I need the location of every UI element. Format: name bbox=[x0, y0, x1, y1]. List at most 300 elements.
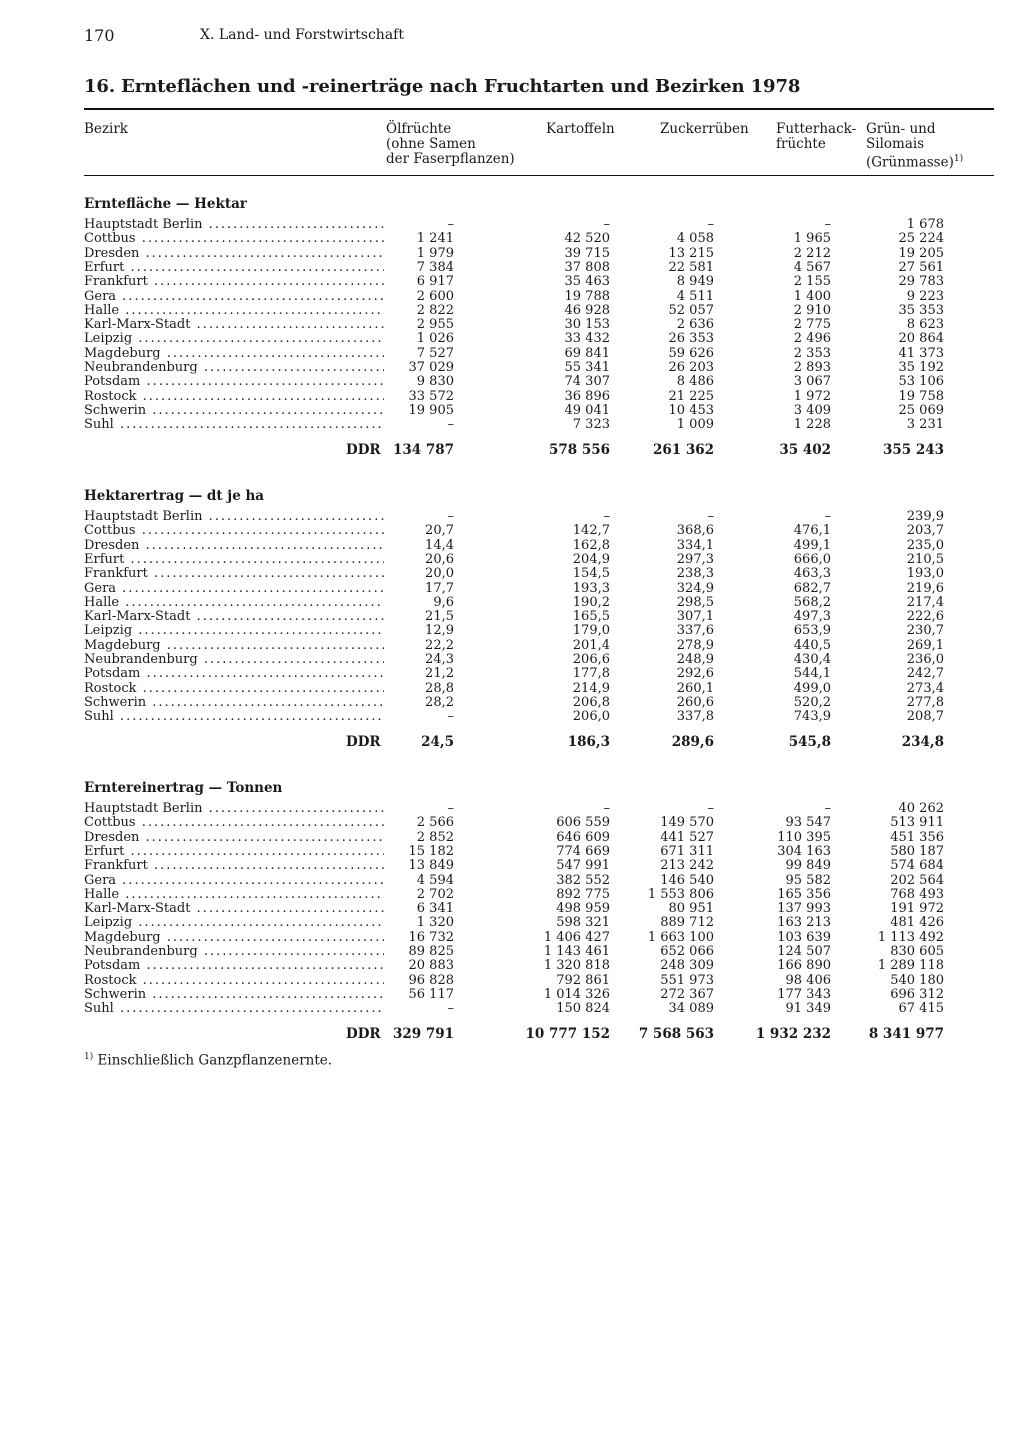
cell-value: 544,1 bbox=[793, 666, 831, 682]
cell-value: 20,6 bbox=[425, 551, 454, 567]
cell-value: 89 825 bbox=[408, 944, 454, 959]
cell-value: 463,3 bbox=[793, 566, 831, 582]
cell-value: 337,8 bbox=[676, 709, 714, 725]
table-row bbox=[84, 524, 964, 538]
bezirk-name: Neubrandenburg ..... bbox=[84, 945, 384, 959]
table-row bbox=[84, 318, 964, 332]
cell-value: 19 758 bbox=[898, 388, 944, 404]
cell-value: – bbox=[707, 801, 714, 816]
cell-value: 3 067 bbox=[793, 374, 831, 390]
cell-value: 35 192 bbox=[898, 360, 944, 375]
cell-value: 165 356 bbox=[777, 886, 831, 902]
cell-value: 12,9 bbox=[425, 623, 454, 639]
cell-value: 242,7 bbox=[906, 666, 944, 682]
section-title: Erntereinertrag — Tonnen bbox=[84, 780, 283, 796]
table-row bbox=[84, 974, 964, 988]
cell-value: 1 965 bbox=[793, 231, 831, 247]
cell-value: 598 321 bbox=[556, 915, 610, 931]
bezirk-name: Potsdam ..... bbox=[84, 375, 384, 389]
table-row bbox=[84, 290, 964, 304]
bezirk-name: Schwerin ..... bbox=[84, 404, 384, 418]
cell-value: 80 951 bbox=[668, 901, 714, 917]
cell-value: 6 341 bbox=[416, 901, 454, 917]
cell-value: 2 566 bbox=[416, 815, 454, 831]
total-label: DDR bbox=[346, 1025, 381, 1042]
cell-value: 606 559 bbox=[556, 815, 610, 831]
bezirk-name: Hauptstadt Berlin ..... bbox=[84, 510, 384, 524]
table-row bbox=[84, 232, 964, 246]
cell-value: 1 320 818 bbox=[543, 958, 610, 974]
cell-value: 19 905 bbox=[408, 402, 454, 418]
table-row bbox=[84, 710, 964, 724]
cell-value: 214,9 bbox=[572, 680, 610, 696]
cell-value: 219,6 bbox=[906, 580, 944, 596]
total-value: 578 556 bbox=[548, 441, 610, 458]
cell-value: 696 312 bbox=[890, 986, 944, 1002]
table-row bbox=[84, 845, 964, 859]
cell-value: 298,5 bbox=[676, 594, 714, 610]
column-header-oelfruechte: Ölfrüchte (ohne Samen der Faserpflanzen) bbox=[386, 121, 515, 167]
cell-value: 476,1 bbox=[793, 523, 831, 539]
cell-value: 74 307 bbox=[564, 374, 610, 390]
cell-value: 206,8 bbox=[572, 694, 610, 710]
bezirk-name: Halle ..... bbox=[84, 304, 384, 318]
total-value: 355 243 bbox=[882, 441, 944, 458]
cell-value: 230,7 bbox=[906, 623, 944, 639]
cell-value: 29 783 bbox=[898, 274, 944, 290]
total-row bbox=[84, 1026, 964, 1042]
cell-value: 49 041 bbox=[564, 402, 610, 418]
total-label: DDR bbox=[346, 733, 381, 750]
cell-value: 25 224 bbox=[898, 231, 944, 247]
cell-value: 652 066 bbox=[660, 944, 714, 959]
table-row bbox=[84, 988, 964, 1002]
cell-value: 324,9 bbox=[676, 580, 714, 596]
cell-value: 1 972 bbox=[793, 388, 831, 404]
bezirk-name: Frankfurt ..... bbox=[84, 859, 384, 873]
table-row bbox=[84, 945, 964, 959]
cell-value: – bbox=[824, 509, 831, 524]
cell-value: 774 669 bbox=[556, 843, 610, 859]
bezirk-name: Suhl ..... bbox=[84, 710, 384, 724]
cell-value: 193,3 bbox=[572, 580, 610, 596]
cell-value: – bbox=[447, 709, 454, 725]
cell-value: 150 824 bbox=[556, 1001, 610, 1017]
cell-value: 10 453 bbox=[668, 402, 714, 418]
bezirk-name: Suhl ..... bbox=[84, 418, 384, 432]
cell-value: 37 808 bbox=[564, 259, 610, 275]
bezirk-name: Hauptstadt Berlin ..... bbox=[84, 802, 384, 816]
cell-value: 277,8 bbox=[906, 694, 944, 710]
table-row bbox=[84, 347, 964, 361]
cell-value: 9,6 bbox=[433, 594, 454, 610]
cell-value: 236,0 bbox=[906, 652, 944, 667]
cell-value: 1 009 bbox=[676, 417, 714, 433]
cell-value: 1 678 bbox=[906, 217, 944, 232]
cell-value: 278,9 bbox=[676, 637, 714, 653]
bezirk-name: Frankfurt ..... bbox=[84, 567, 384, 581]
bezirk-name: Neubrandenburg ..... bbox=[84, 361, 384, 375]
cell-value: 830 605 bbox=[890, 944, 944, 959]
cell-value: 14,4 bbox=[425, 537, 454, 553]
column-header-gruenmais-text: Grün- und Silomais (Grünmasse) bbox=[866, 121, 954, 171]
cell-value: 666,0 bbox=[793, 551, 831, 567]
cell-value: 41 373 bbox=[898, 345, 944, 361]
cell-value: 580 187 bbox=[890, 843, 944, 859]
column-header-futterhackfruechte: Futterhack- früchte bbox=[776, 121, 857, 152]
cell-value: 547 991 bbox=[556, 858, 610, 874]
chapter-title: X. Land- und Forstwirtschaft bbox=[200, 27, 404, 43]
cell-value: 177 343 bbox=[777, 986, 831, 1002]
cell-value: – bbox=[447, 509, 454, 524]
bezirk-name: Halle ..... bbox=[84, 888, 384, 902]
cell-value: 35 463 bbox=[564, 274, 610, 290]
bezirk-name: Gera ..... bbox=[84, 874, 384, 888]
bezirk-name: Magdeburg ..... bbox=[84, 639, 384, 653]
total-value: 24,5 bbox=[421, 733, 454, 750]
bezirk-name: Dresden ..... bbox=[84, 247, 384, 261]
cell-value: 646 609 bbox=[556, 829, 610, 845]
cell-value: 9 830 bbox=[416, 374, 454, 390]
bezirk-name: Rostock ..... bbox=[84, 390, 384, 404]
cell-value: 273,4 bbox=[906, 680, 944, 696]
cell-value: 292,6 bbox=[676, 666, 714, 682]
cell-value: 24,3 bbox=[425, 652, 454, 667]
table-row bbox=[84, 916, 964, 930]
cell-value: 768 493 bbox=[890, 886, 944, 902]
table-row bbox=[84, 390, 964, 404]
cell-value: 682,7 bbox=[793, 580, 831, 596]
cell-value: 213 242 bbox=[660, 858, 714, 874]
cell-value: 8 949 bbox=[676, 274, 714, 290]
cell-value: 239,9 bbox=[906, 509, 944, 524]
table-row bbox=[84, 667, 964, 681]
cell-value: 142,7 bbox=[572, 523, 610, 539]
cell-value: 26 353 bbox=[668, 331, 714, 347]
cell-value: 2 212 bbox=[793, 245, 831, 261]
cell-value: – bbox=[447, 217, 454, 232]
cell-value: 1 228 bbox=[793, 417, 831, 433]
bezirk-name: Magdeburg ..... bbox=[84, 931, 384, 945]
cell-value: 28,2 bbox=[425, 694, 454, 710]
cell-value: 33 432 bbox=[564, 331, 610, 347]
cell-value: 20,7 bbox=[425, 523, 454, 539]
bezirk-name: Schwerin ..... bbox=[84, 696, 384, 710]
cell-value: 297,3 bbox=[676, 551, 714, 567]
bezirk-name: Leipzig ..... bbox=[84, 916, 384, 930]
table-row bbox=[84, 831, 964, 845]
cell-value: – bbox=[603, 509, 610, 524]
bezirk-name: Dresden ..... bbox=[84, 831, 384, 845]
footnote-reference: 1) bbox=[953, 154, 964, 164]
cell-value: 430,4 bbox=[793, 652, 831, 667]
cell-value: 4 511 bbox=[676, 288, 714, 304]
table-row bbox=[84, 802, 964, 816]
table-row bbox=[84, 361, 964, 375]
section-title: Hektarertrag — dt je ha bbox=[84, 488, 265, 504]
bezirk-name: Magdeburg ..... bbox=[84, 347, 384, 361]
cell-value: 8 486 bbox=[676, 374, 714, 390]
cell-value: 27 561 bbox=[898, 259, 944, 275]
total-label: DDR bbox=[346, 441, 381, 458]
cell-value: 368,6 bbox=[676, 523, 714, 539]
cell-value: 201,4 bbox=[572, 637, 610, 653]
cell-value: – bbox=[447, 417, 454, 433]
cell-value: 2 636 bbox=[676, 317, 714, 333]
table-row bbox=[84, 959, 964, 973]
cell-value: 451 356 bbox=[890, 829, 944, 845]
cell-value: 499,1 bbox=[793, 537, 831, 553]
cell-value: 206,0 bbox=[572, 709, 610, 725]
cell-value: 574 684 bbox=[890, 858, 944, 874]
table-row bbox=[84, 639, 964, 653]
cell-value: 137 993 bbox=[777, 901, 831, 917]
cell-value: 165,5 bbox=[572, 609, 610, 625]
bezirk-name: Karl-Marx-Stadt ..... bbox=[84, 610, 384, 624]
cell-value: 36 896 bbox=[564, 388, 610, 404]
cell-value: 206,6 bbox=[572, 652, 610, 667]
cell-value: 15 182 bbox=[408, 843, 454, 859]
cell-value: 19 788 bbox=[564, 288, 610, 304]
cell-value: 551 973 bbox=[660, 972, 714, 988]
cell-value: 272 367 bbox=[660, 986, 714, 1002]
cell-value: 210,5 bbox=[906, 551, 944, 567]
cell-value: 98 406 bbox=[785, 972, 831, 988]
table-row bbox=[84, 610, 964, 624]
cell-value: 91 349 bbox=[785, 1001, 831, 1017]
footnote-mark: 1) bbox=[84, 1052, 94, 1062]
cell-value: – bbox=[603, 217, 610, 232]
table-row bbox=[84, 653, 964, 667]
cell-value: 56 117 bbox=[408, 986, 454, 1002]
cell-value: 33 572 bbox=[408, 388, 454, 404]
cell-value: 2 852 bbox=[416, 829, 454, 845]
cell-value: 67 415 bbox=[898, 1001, 944, 1017]
table-row bbox=[84, 404, 964, 418]
table-row bbox=[84, 261, 964, 275]
cell-value: 8 623 bbox=[906, 317, 944, 333]
cell-value: 520,2 bbox=[793, 694, 831, 710]
table-row bbox=[84, 332, 964, 346]
cell-value: 53 106 bbox=[898, 374, 944, 390]
cell-value: 37 029 bbox=[408, 360, 454, 375]
total-value: 234,8 bbox=[901, 733, 944, 750]
cell-value: 568,2 bbox=[793, 594, 831, 610]
bezirk-name: Karl-Marx-Stadt ..... bbox=[84, 902, 384, 916]
bezirk-name: Frankfurt ..... bbox=[84, 275, 384, 289]
cell-value: 20 864 bbox=[898, 331, 944, 347]
bezirk-name: Neubrandenburg ..... bbox=[84, 653, 384, 667]
cell-value: 513 911 bbox=[890, 815, 944, 831]
cell-value: 2 775 bbox=[793, 317, 831, 333]
cell-value: 248 309 bbox=[660, 958, 714, 974]
cell-value: 149 570 bbox=[660, 815, 714, 831]
cell-value: 34 089 bbox=[668, 1001, 714, 1017]
page-number: 170 bbox=[84, 26, 115, 45]
total-row bbox=[84, 734, 964, 750]
cell-value: 203,7 bbox=[906, 523, 944, 539]
cell-value: 1 113 492 bbox=[877, 929, 944, 945]
cell-value: 163 213 bbox=[777, 915, 831, 931]
table-row bbox=[84, 696, 964, 710]
cell-value: 21 225 bbox=[668, 388, 714, 404]
total-value: 186,3 bbox=[567, 733, 610, 750]
cell-value: 498 959 bbox=[556, 901, 610, 917]
cell-value: 222,6 bbox=[906, 609, 944, 625]
cell-value: 481 426 bbox=[890, 915, 944, 931]
top-rule bbox=[84, 108, 994, 110]
bezirk-name: Hauptstadt Berlin ..... bbox=[84, 218, 384, 232]
bezirk-name: Potsdam ..... bbox=[84, 959, 384, 973]
cell-value: 52 057 bbox=[668, 302, 714, 318]
bezirk-name: Cottbus ..... bbox=[84, 816, 384, 830]
cell-value: 146 540 bbox=[660, 872, 714, 888]
cell-value: 382 552 bbox=[556, 872, 610, 888]
cell-value: 2 702 bbox=[416, 886, 454, 902]
cell-value: 499,0 bbox=[793, 680, 831, 696]
table-row bbox=[84, 553, 964, 567]
cell-value: 1 026 bbox=[416, 331, 454, 347]
bezirk-name: Cottbus ..... bbox=[84, 232, 384, 246]
total-value: 1 932 232 bbox=[755, 1025, 831, 1042]
table-row bbox=[84, 1002, 964, 1016]
cell-value: 16 732 bbox=[408, 929, 454, 945]
total-value: 545,8 bbox=[788, 733, 831, 750]
cell-value: 743,9 bbox=[793, 709, 831, 725]
total-value: 134 787 bbox=[392, 441, 454, 458]
cell-value: 166 890 bbox=[777, 958, 831, 974]
cell-value: 2 600 bbox=[416, 288, 454, 304]
cell-value: 269,1 bbox=[906, 637, 944, 653]
table-row bbox=[84, 596, 964, 610]
cell-value: 337,6 bbox=[676, 623, 714, 639]
column-header-kartoffeln: Kartoffeln bbox=[546, 121, 615, 137]
cell-value: 46 928 bbox=[564, 302, 610, 318]
table-row bbox=[84, 624, 964, 638]
cell-value: 99 849 bbox=[785, 858, 831, 874]
cell-value: 154,5 bbox=[572, 566, 610, 582]
cell-value: 13 849 bbox=[408, 858, 454, 874]
cell-value: 1 400 bbox=[793, 288, 831, 304]
cell-value: 4 594 bbox=[416, 872, 454, 888]
table-row bbox=[84, 682, 964, 696]
bezirk-name: Dresden ..... bbox=[84, 539, 384, 553]
cell-value: 3 409 bbox=[793, 402, 831, 418]
bezirk-name: Karl-Marx-Stadt ..... bbox=[84, 318, 384, 332]
bezirk-name: Rostock ..... bbox=[84, 974, 384, 988]
cell-value: 42 520 bbox=[564, 231, 610, 247]
total-row bbox=[84, 442, 964, 458]
cell-value: 238,3 bbox=[676, 566, 714, 582]
table-row bbox=[84, 888, 964, 902]
cell-value: 22,2 bbox=[425, 637, 454, 653]
cell-value: 1 014 326 bbox=[543, 986, 610, 1002]
cell-value: 260,6 bbox=[676, 694, 714, 710]
bezirk-name: Suhl ..... bbox=[84, 1002, 384, 1016]
cell-value: 26 203 bbox=[668, 360, 714, 375]
cell-value: 440,5 bbox=[793, 637, 831, 653]
bezirk-name: Leipzig ..... bbox=[84, 624, 384, 638]
cell-value: 1 289 118 bbox=[877, 958, 944, 974]
cell-value: 7 527 bbox=[416, 345, 454, 361]
cell-value: 93 547 bbox=[785, 815, 831, 831]
cell-value: 1 553 806 bbox=[647, 886, 714, 902]
cell-value: 40 262 bbox=[898, 801, 944, 816]
cell-value: 1 320 bbox=[416, 915, 454, 931]
cell-value: 21,5 bbox=[425, 609, 454, 625]
cell-value: 202 564 bbox=[890, 872, 944, 888]
bezirk-name: Rostock ..... bbox=[84, 682, 384, 696]
cell-value: 334,1 bbox=[676, 537, 714, 553]
cell-value: 892 775 bbox=[556, 886, 610, 902]
cell-value: 889 712 bbox=[660, 915, 714, 931]
cell-value: 4 567 bbox=[793, 259, 831, 275]
cell-value: 217,4 bbox=[906, 594, 944, 610]
total-value: 261 362 bbox=[652, 441, 714, 458]
cell-value: 25 069 bbox=[898, 402, 944, 418]
cell-value: 20 883 bbox=[408, 958, 454, 974]
table-row bbox=[84, 582, 964, 596]
cell-value: 95 582 bbox=[785, 872, 831, 888]
cell-value: 69 841 bbox=[564, 345, 610, 361]
cell-value: 110 395 bbox=[777, 829, 831, 845]
bezirk-name: Potsdam ..... bbox=[84, 667, 384, 681]
table-title: 16. Ernteflächen und -reinerträge nach Fruchtarten und Bezirken 1978 bbox=[84, 76, 801, 97]
footnote bbox=[84, 1052, 332, 1069]
cell-value: 248,9 bbox=[676, 652, 714, 667]
cell-value: 13 215 bbox=[668, 245, 714, 261]
table-row bbox=[84, 375, 964, 389]
cell-value: 124 507 bbox=[777, 944, 831, 959]
cell-value: 2 155 bbox=[793, 274, 831, 290]
bezirk-name: Halle ..... bbox=[84, 596, 384, 610]
cell-value: 204,9 bbox=[572, 551, 610, 567]
cell-value: – bbox=[707, 217, 714, 232]
cell-value: 179,0 bbox=[572, 623, 610, 639]
bezirk-name: Erfurt ..... bbox=[84, 261, 384, 275]
table-row bbox=[84, 510, 964, 524]
cell-value: 35 353 bbox=[898, 302, 944, 318]
cell-value: 2 955 bbox=[416, 317, 454, 333]
bezirk-name: Gera ..... bbox=[84, 290, 384, 304]
cell-value: 190,2 bbox=[572, 594, 610, 610]
cell-value: 7 323 bbox=[572, 417, 610, 433]
cell-value: 193,0 bbox=[906, 566, 944, 582]
cell-value: 59 626 bbox=[668, 345, 714, 361]
cell-value: 96 828 bbox=[408, 972, 454, 988]
cell-value: 7 384 bbox=[416, 259, 454, 275]
cell-value: 28,8 bbox=[425, 680, 454, 696]
cell-value: – bbox=[447, 801, 454, 816]
bezirk-name: Gera ..... bbox=[84, 582, 384, 596]
cell-value: 2 822 bbox=[416, 302, 454, 318]
cell-value: 1 241 bbox=[416, 231, 454, 247]
cell-value: 20,0 bbox=[425, 566, 454, 582]
table-row bbox=[84, 816, 964, 830]
column-header-bezirk: Bezirk bbox=[84, 121, 128, 137]
cell-value: 304 163 bbox=[777, 843, 831, 859]
bezirk-name: Erfurt ..... bbox=[84, 845, 384, 859]
cell-value: – bbox=[447, 1001, 454, 1017]
table-row bbox=[84, 304, 964, 318]
cell-value: 19 205 bbox=[898, 245, 944, 261]
cell-value: 3 231 bbox=[906, 417, 944, 433]
section-title: Erntefläche — Hektar bbox=[84, 196, 247, 212]
cell-value: – bbox=[707, 509, 714, 524]
bezirk-name: Erfurt ..... bbox=[84, 553, 384, 567]
cell-value: 177,8 bbox=[572, 666, 610, 682]
table-row bbox=[84, 275, 964, 289]
